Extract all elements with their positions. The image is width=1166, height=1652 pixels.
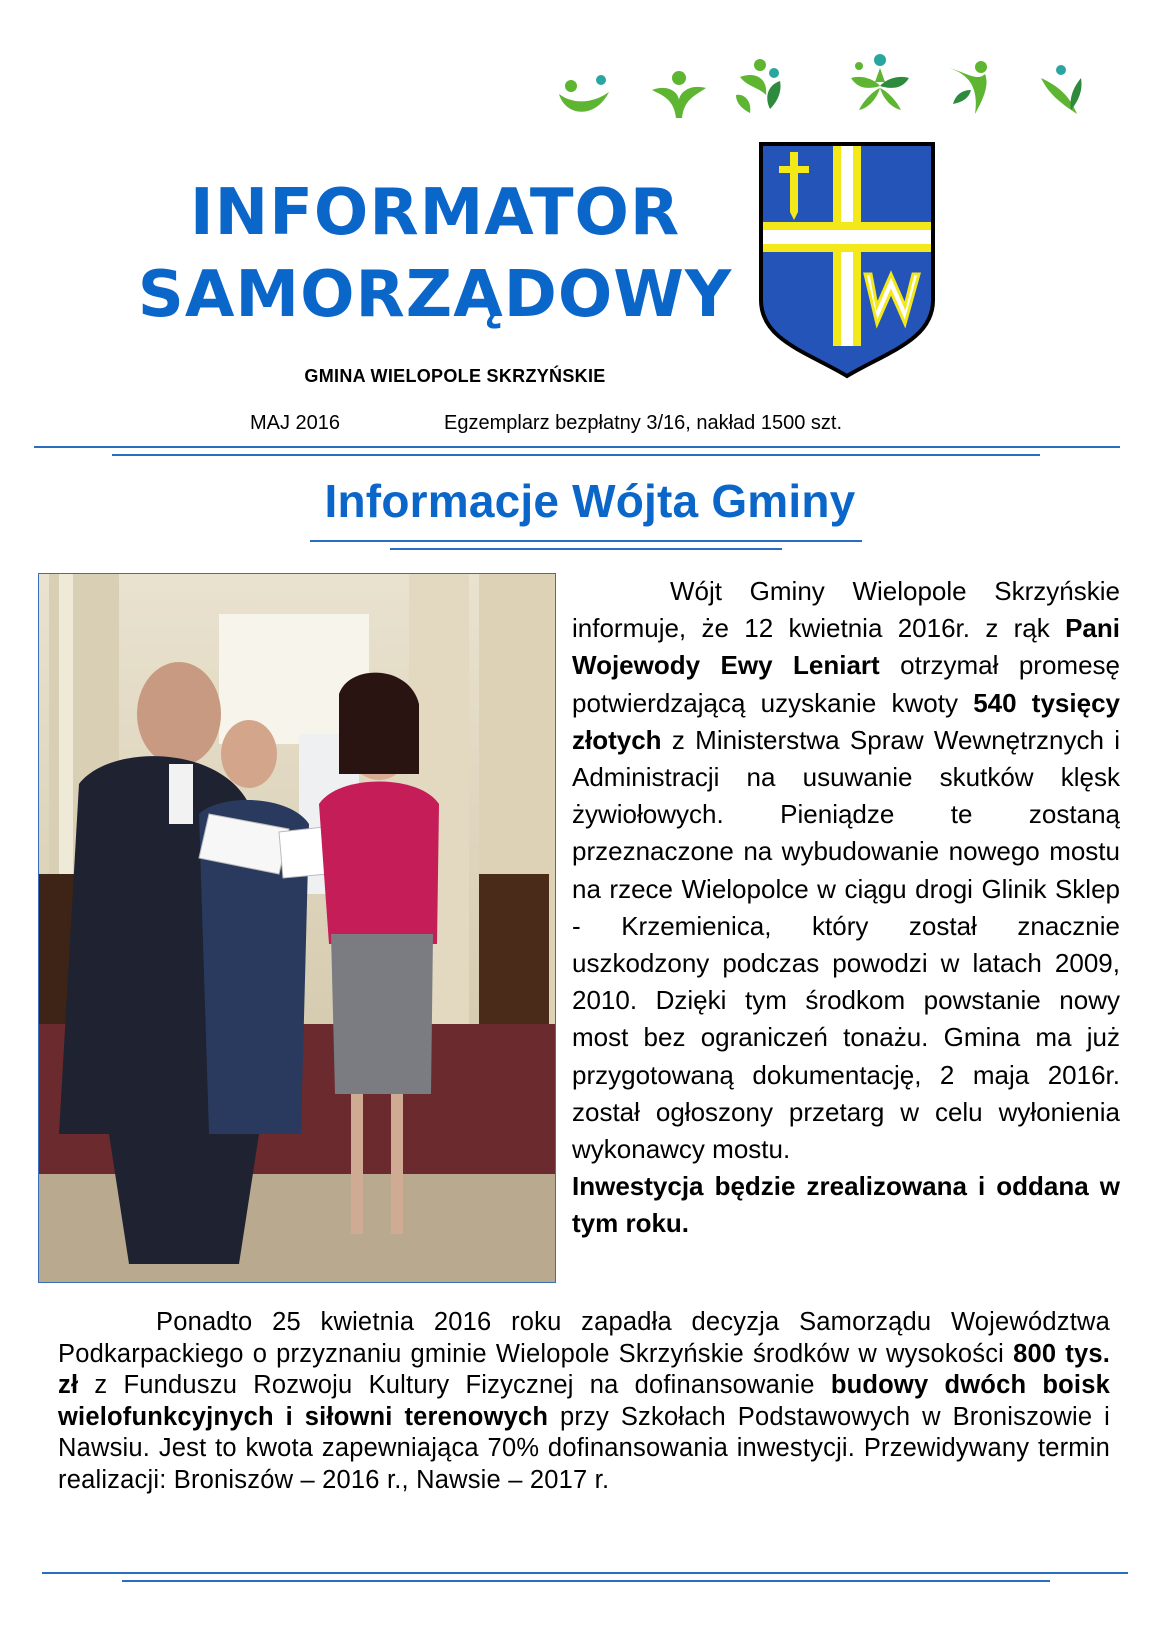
article-1-bold-conclusion: Inwestycja będzie zrealizowana i oddana w tym roku. — [572, 1171, 1120, 1239]
section-heading: Informacje Wójta Gminy — [324, 475, 856, 527]
article-2-bold-investment: budowy dwóch boisk wielofunkcyjnych i siłowni terenowych — [58, 1371, 1110, 1431]
article-1-bold-governor: Pani Wojewody Ewy Leniart — [572, 613, 1120, 681]
title-line-2: SAMORZĄDOWY — [137, 258, 733, 332]
logo-leaf-5-icon — [945, 60, 997, 116]
issue-info: Egzemplarz bezpłatny 3/16, nakład 1500 szt. — [444, 412, 843, 434]
heading-rule-lower — [390, 548, 782, 550]
logo-leaf-2-icon — [650, 70, 708, 122]
article-2-bold-amount: 800 tys. zł — [58, 1339, 1111, 1399]
logo-leaf-6-icon — [1037, 64, 1085, 120]
header-rule-upper — [34, 446, 1120, 448]
coat-of-arms-icon — [757, 140, 937, 380]
footer-rule-lower — [122, 1580, 1050, 1582]
article-1 — [572, 573, 1120, 1243]
edition-date: MAJ 2016 — [250, 412, 341, 434]
logo-row — [555, 52, 1095, 122]
article-2-paragraph — [58, 1307, 1110, 1496]
article-1-conclusion — [572, 1168, 1120, 1242]
article-2-text-a: Ponadto 25 kwietnia 2016 roku zapadła decyzja Samorządu Województwa Podkarpackiego o przyznaniu gminie Wielopole Skrzyńskie środków w wysokości — [58, 1308, 1110, 1368]
article-2 — [58, 1307, 1110, 1496]
article-1-paragraph — [572, 573, 1120, 1168]
newsletter-title — [110, 172, 760, 336]
logo-leaf-4-icon — [847, 52, 913, 118]
ceremony-photo — [38, 573, 556, 1283]
municipality-name: GMINA WIELOPOLE SKRZYŃSKIE — [304, 366, 606, 386]
article-1-text-b: otrzymał promesę potwierdzającą uzyskanie kwoty — [572, 650, 1120, 718]
article-1-text-c: z Ministerstwa Spraw Wewnętrznych i Administracji na usuwanie skutków klęsk żywiołowych. Pieniądze te zostaną przeznaczone na wybudowanie nowego mostu na rzece Wielopolce w ciągu drogi Glinik Sklep - Krzemienica, który został znacznie uszkodzony podczas powodzi w latach 2009, 2010. Dzięki tym środkom powstanie nowy most bez ograniczeń tonażu. Gmina ma już przygotowaną dokumentację, 2 maja 2016r. został ogłoszony przetarg w celu wyłonienia wykonawcy mostu. — [572, 724, 1120, 1165]
footer-rule-upper — [42, 1572, 1128, 1574]
article-1-bold-amount: 540 tysięcy złotych — [572, 687, 1120, 755]
logo-leaf-3-icon — [730, 57, 790, 117]
article-1-text-a: Wójt Gminy Wielopole Skrzyńskie informuje, że 12 kwietnia 2016r. z rąk — [572, 576, 1120, 644]
title-line-1: INFORMATOR — [189, 176, 681, 250]
heading-rule-upper — [310, 540, 862, 542]
article-2-text-c: przy Szkołach Podstawowych w Broniszowie i Nawsiu. Jest to kwota zapewniająca 70% dofinansowania inwestycji. Przewidywany termin realizacji: Broniszów – 2016 r., Nawsie – 2017 r. — [58, 1402, 1110, 1494]
header-rule-lower — [112, 454, 1040, 456]
logo-leaf-1-icon — [555, 72, 615, 120]
article-2-text-b: z Funduszu Rozwoju Kultury Fizycznej na dofinansowanie — [78, 1371, 831, 1399]
